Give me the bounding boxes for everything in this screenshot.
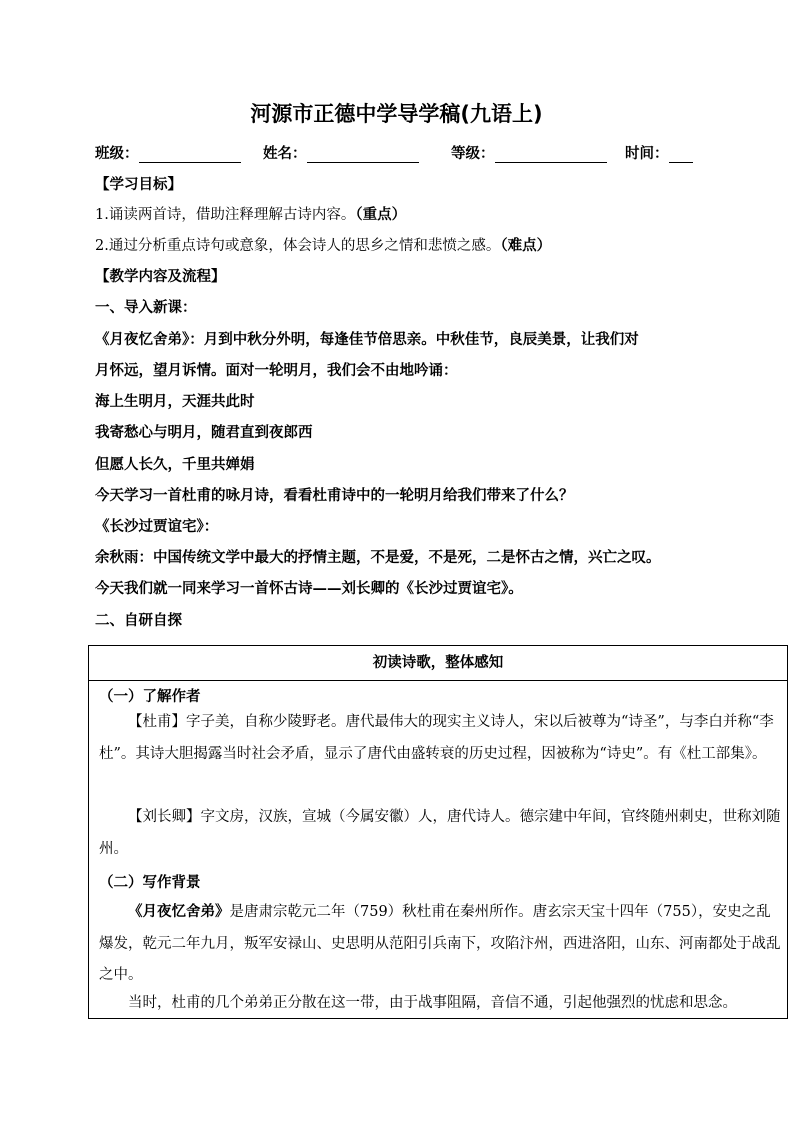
study-box (88, 645, 788, 1019)
time-blank[interactable] (669, 146, 693, 163)
grade-label: 等级： (451, 145, 495, 162)
background-text: 是唐肃宗乾元二年（759）秋杜甫在秦州所作。唐玄宗天宝十四年（755），安史之乱爆发，乾元二年九月，叛军安禄山、史思明从范阳引兵南下，攻陷汴州，西进洛阳，山东、河南都处于战乱之中。 (99, 904, 781, 983)
dufu-paragraph (99, 707, 785, 770)
verse-2: 我寄愁心与明月，随君直到夜郎西 (95, 424, 313, 441)
quote-line: 余秋雨：中国传统文学中最大的抒情主题，不是爱，不是死，二是怀古之情，兴亡之叹。 (95, 549, 661, 566)
grade-blank[interactable] (495, 146, 607, 163)
goal-1-tag: （重点） (355, 206, 407, 223)
background-title: 《月夜忆舍弟》 (128, 903, 230, 920)
part-1-heading: （一）了解作者 (99, 688, 201, 705)
liu-text: 【刘长卿】字文房，汉族，宣城（今属安徽）人，唐代诗人。德宗建中年间，官终随州刺史，世称刘随州。 (99, 809, 781, 857)
section-1-heading: 一、导入新课： (95, 299, 197, 316)
poem-2-title: 《长沙过贾谊宅》： (95, 518, 219, 535)
intro-line-2: 月怀远，望月诉情。面对一轮明月，我们会不由地吟诵： (95, 362, 458, 379)
class-label: 班级： (95, 145, 139, 162)
name-field (263, 142, 419, 163)
liu-paragraph (99, 802, 785, 865)
goals-heading: 【学习目标】 (95, 176, 182, 193)
time-label: 时间： (625, 145, 669, 162)
goal-2-text: 2.通过分析重点诗句或意象，体会诗人的思乡之情和悲愤之感。 (95, 238, 501, 254)
grade-field (451, 142, 607, 163)
background-paragraph (99, 896, 785, 992)
name-label: 姓名： (263, 145, 307, 162)
goal-2-tag: （难点） (500, 237, 552, 254)
goal-item-2 (95, 236, 551, 256)
content-heading: 【教学内容及流程】 (95, 268, 226, 285)
goal-1-text: 1.诵读两首诗，借助注释理解古诗内容。 (95, 207, 356, 223)
name-blank[interactable] (307, 146, 419, 163)
lead-line-1: 今天学习一首杜甫的咏月诗，看看杜甫诗中的一轮明月给我们带来了什么？ (95, 487, 574, 504)
page-title: 河源市正德中学导学稿(九语上) (250, 102, 543, 126)
part-2-heading: （二）写作背景 (99, 874, 201, 891)
last-text: 当时，杜甫的几个弟弟正分散在这一带，由于战事阻隔，音信不通，引起他强烈的忧虑和思念。 (128, 995, 737, 1011)
section-2-heading: 二、自研自探 (95, 612, 182, 629)
time-field (625, 142, 693, 163)
last-paragraph (99, 988, 785, 1020)
verse-3: 但愿人长久，千里共婵娟 (95, 456, 255, 473)
class-field (95, 142, 241, 163)
intro-line-1: 《月夜忆舍弟》：月到中秋分外明，每逢佳节倍思亲。中秋佳节，良辰美景，让我们对 (95, 331, 639, 348)
class-blank[interactable] (139, 146, 241, 163)
goal-item-1 (95, 205, 406, 225)
dufu-text: 【杜甫】字子美，自称少陵野老。唐代最伟大的现实主义诗人，宋以后被尊为“诗圣”，与李白并称“李杜”。其诗大胆揭露当时社会矛盾，显示了唐代由盛转衰的历史过程，因被称为“诗史”。有《杜工部集》。 (99, 714, 774, 762)
verse-1: 海上生明月，天涯共此时 (95, 393, 255, 410)
box-header: 初读诗歌，整体感知 (89, 646, 787, 681)
lead-line-2: 今天我们就一同来学习一首怀古诗——刘长卿的《长沙过贾谊宅》。 (95, 580, 523, 597)
